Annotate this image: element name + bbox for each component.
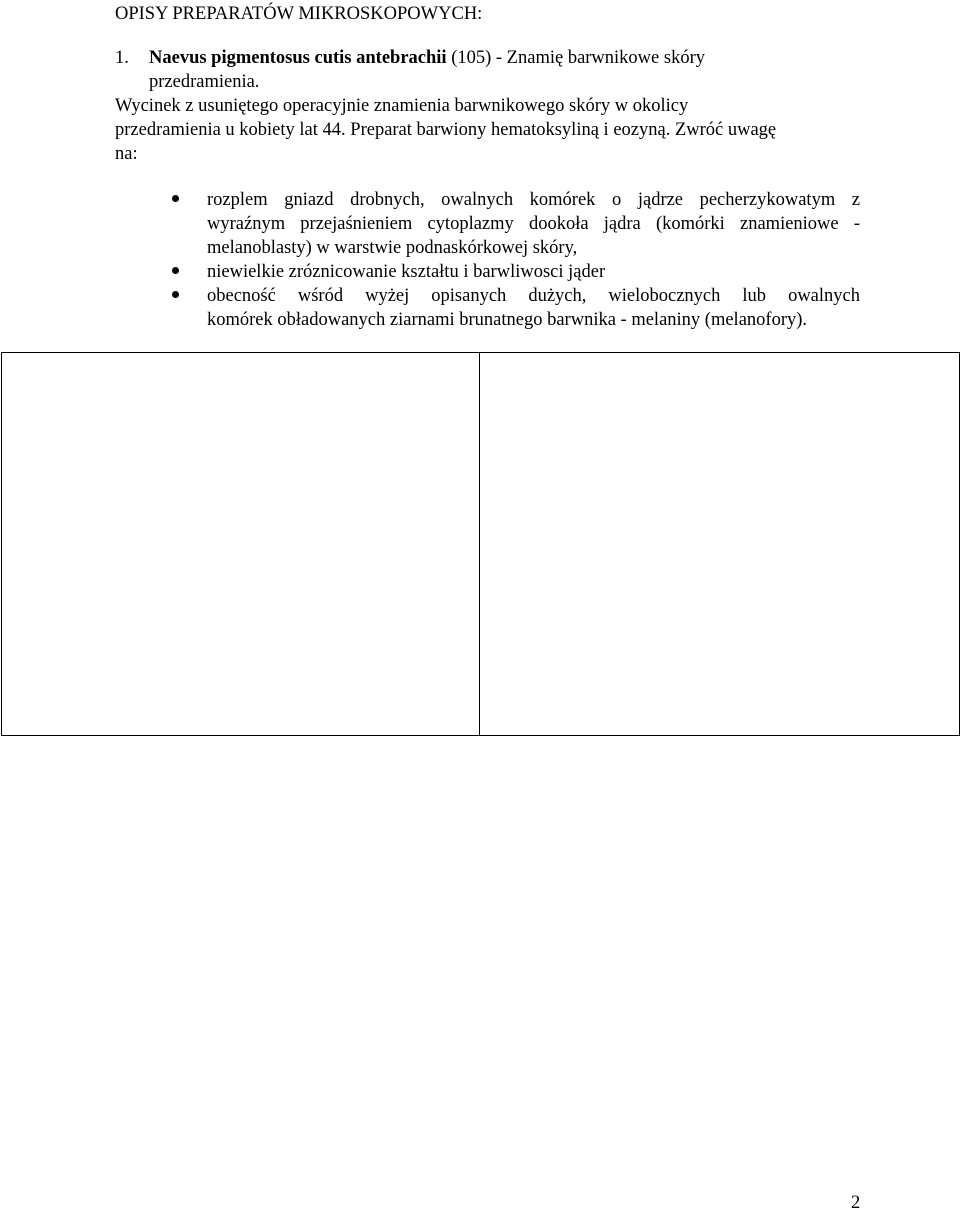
item-polish-name: (105) - Znamię barwnikowe skóry xyxy=(446,48,705,68)
description-line: przedramienia u kobiety lat 44. Preparat barwiony hematoksyliną i eozyną. Zwróć uwagę xyxy=(115,120,777,140)
bullet-text-line: rozplem gniazd drobnych, owalnych komórek o jądrze pecherzykowatym z xyxy=(207,190,860,210)
bullet-icon xyxy=(172,267,179,274)
bullet-text-line: niewielkie zróznicowanie kształtu i barwliwosci jąder xyxy=(207,262,606,282)
drawing-table xyxy=(1,352,960,736)
bullet-text-line: obecność wśród wyżej opisanych dużych, wielobocznych lub owalnych xyxy=(207,286,860,306)
description-line: Wycinek z usuniętego operacyjnie znamienia barwnikowego skóry w okolicy xyxy=(115,96,689,116)
page-number: 2 xyxy=(851,1193,861,1213)
section-heading: OPISY PREPARATÓW MIKROSKOPOWYCH: xyxy=(115,4,483,24)
bullet-icon xyxy=(172,291,179,298)
item-latin-name: Naevus pigmentosus cutis antebrachii xyxy=(149,48,447,68)
bullet-text-line: wyraźnym przejaśnieniem cytoplazmy dookoła jądra (komórki znamieniowe - xyxy=(207,214,860,234)
bullet-text-line: melanoblasty) w warstwie podnaskórkowej skóry, xyxy=(207,238,578,258)
bullet-text-line: komórek obładowanych ziarnami brunatnego barwnika - melaniny (melanofory). xyxy=(207,310,808,330)
item-title xyxy=(115,46,705,70)
item-title-continuation: przedramienia. xyxy=(149,72,260,92)
item-number: 1. xyxy=(115,48,129,68)
description-line: na: xyxy=(115,144,138,164)
bullet-icon xyxy=(172,195,179,202)
table-divider xyxy=(479,353,480,735)
